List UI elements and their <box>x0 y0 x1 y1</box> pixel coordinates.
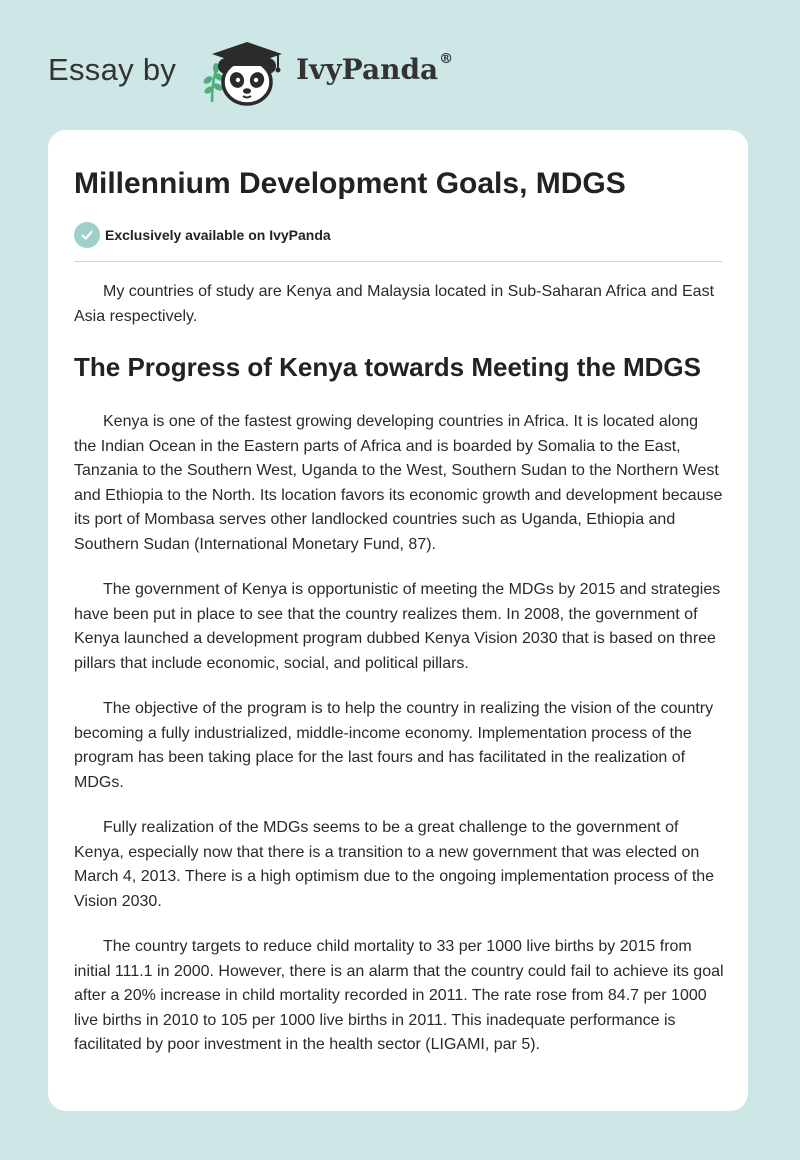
panda-logo-icon[interactable] <box>200 36 294 110</box>
brand-name-text: IvyPanda <box>296 53 439 86</box>
article-body <box>74 280 724 1079</box>
exclusive-badge <box>74 222 331 248</box>
intro-paragraph: My countries of study are Kenya and Malaysia located in Sub-Saharan Africa and East Asia respectively. <box>74 283 715 325</box>
section-heading: The Progress of Kenya towards Meeting the MDGS <box>74 352 701 382</box>
body-paragraph: The government of Kenya is opportunistic of meeting the MDGs by 2015 and strategies have been put in place to see that the country realizes them. In 2008, the government of Kenya launched a development program dubbed Kenya Vision 2030 that is based on three pillars that include economic, social, and political pillars. <box>74 581 721 672</box>
registered-mark: ® <box>439 51 454 67</box>
site-header <box>0 0 800 130</box>
body-paragraph: Kenya is one of the fastest growing developing countries in Africa. It is located along the Indian Ocean in the Eastern parts of Africa and is boarded by Somalia to the East, Tanzania to the Southern West, Uganda to the West, Southern Sudan to the Northern West and Ethiopia to the North. Its location favors its economic growth and development because its port of Mombasa serves other landlocked countries such as Uganda, Ethiopia and Southern Sudan (International Monetary Fund, 87). <box>74 413 723 553</box>
article-card <box>48 130 748 1111</box>
exclusive-badge-label: Exclusively available on IvyPanda <box>105 227 331 243</box>
body-paragraph: Fully realization of the MDGs seems to be a great challenge to the government of Kenya, especially now that there is a transition to a new government that was elected on March 4, 2013. There is a high optimism due to the ongoing implementation process of the Vision 2030. <box>74 819 715 910</box>
article-title: Millennium Development Goals, MDGS <box>74 167 626 200</box>
check-circle-icon <box>74 222 100 248</box>
brand-prefix: Essay by <box>48 52 177 87</box>
body-paragraph: The objective of the program is to help the country in realizing the vision of the country becoming a fully industrialized, middle-income economy. Implementation process of the program has been taking place for the last fours and has facilitated in the realization of MDGs. <box>74 700 714 791</box>
body-paragraph: The country targets to reduce child mortality to 33 per 1000 live births by 2015 from initial 111.1 in 2000. However, there is an alarm that the country could fail to achieve its goal after a 20% increase in child mortality recorded in 2011. The rate rose from 84.7 per 1000 live births in 2010 to 105 per 1000 live births in 2011. This inadequate performance is facilitated by poor investment in the health sector (LIGAMI, par 5). <box>74 938 724 1053</box>
brand-name[interactable] <box>296 53 453 86</box>
divider <box>74 261 722 262</box>
